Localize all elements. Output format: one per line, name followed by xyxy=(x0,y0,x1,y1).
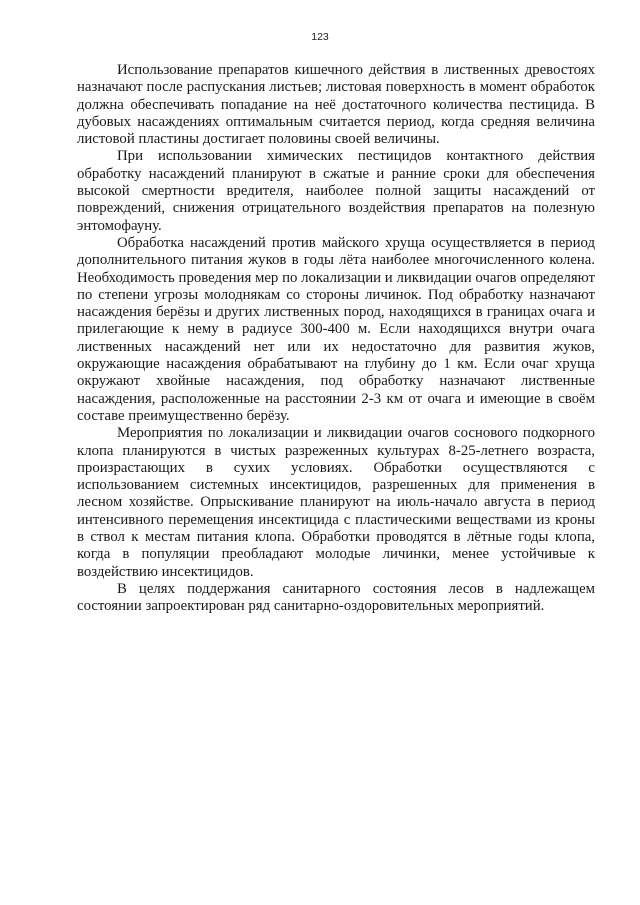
paragraph-contact-pesticides: При использовании химических пестицидов контактного действия обработку насаждений планируют в сжатые и ранние сроки для обеспечения высокой смертности вредителя, наиболее полной защиты насаждений от повреждений, снижения отрицательного воздействия препаратов на полезную энтомофауну. xyxy=(77,148,595,234)
paragraph-sanitary-measures: В целях поддержания санитарного состояния лесов в надлежащем состоянии запроектирован ряд санитарно-оздоровительных мероприятий. xyxy=(77,580,595,615)
paragraph-pine-bark-bug: Мероприятия по локализации и ликвидации очагов соснового подкорного клопа планируются в чистых разреженных культурах 8-25-летнего возраста, произрастающих в сухих условиях. Обработки осуществляются с использованием системных инсектицидов, разрешенных для применения в лесном хозяйстве. Опрыскивание планируют на июль-начало августа в период интенсивного перемещения инсектицида с пластическими веществами из кроны в ствол к местам питания клопа. Обработки проводятся в лётные годы клопа, когда в популяции преобладают молодые личинки, менее устойчивые к воздействию инсектицидов. xyxy=(77,425,595,580)
page-number: 123 xyxy=(311,31,329,43)
paragraph-intestinal-preparations: Использование препаратов кишечного действия в лиственных древостоях назначают после распускания листьев; листовая поверхность в момент обработок должна обеспечивать попадание на неё достаточного количества пестицида. В дубовых насаждениях оптимальным считается период, когда средняя величина листовой пластины достигает половины своей величины. xyxy=(77,62,595,148)
document-body xyxy=(77,62,595,616)
paragraph-may-beetle: Обработка насаждений против майского хруща осуществляется в период дополнительного питания жуков в годы лёта наиболее многочисленного колена. Необходимость проведения мер по локализации и ликвидации очагов определяют по степени угрозы молоднякам со стороны личинок. Под обработку назначают насаждения берёзы и других лиственных пород, находящихся в границах очага и прилегающие к нему в радиусе 300-400 м. Если находящихся внутри очага лиственных насаждений нет или их недостаточно для развития жуков, окружающие насаждения обрабатывают на глубину до 1 км. Если очаг хруща окружают хвойные насаждения, под обработку назначают лиственные насаждения, расположенные на расстоянии 2-3 км от очага и имеющие в своём составе преимущественно берёзу. xyxy=(77,234,595,424)
